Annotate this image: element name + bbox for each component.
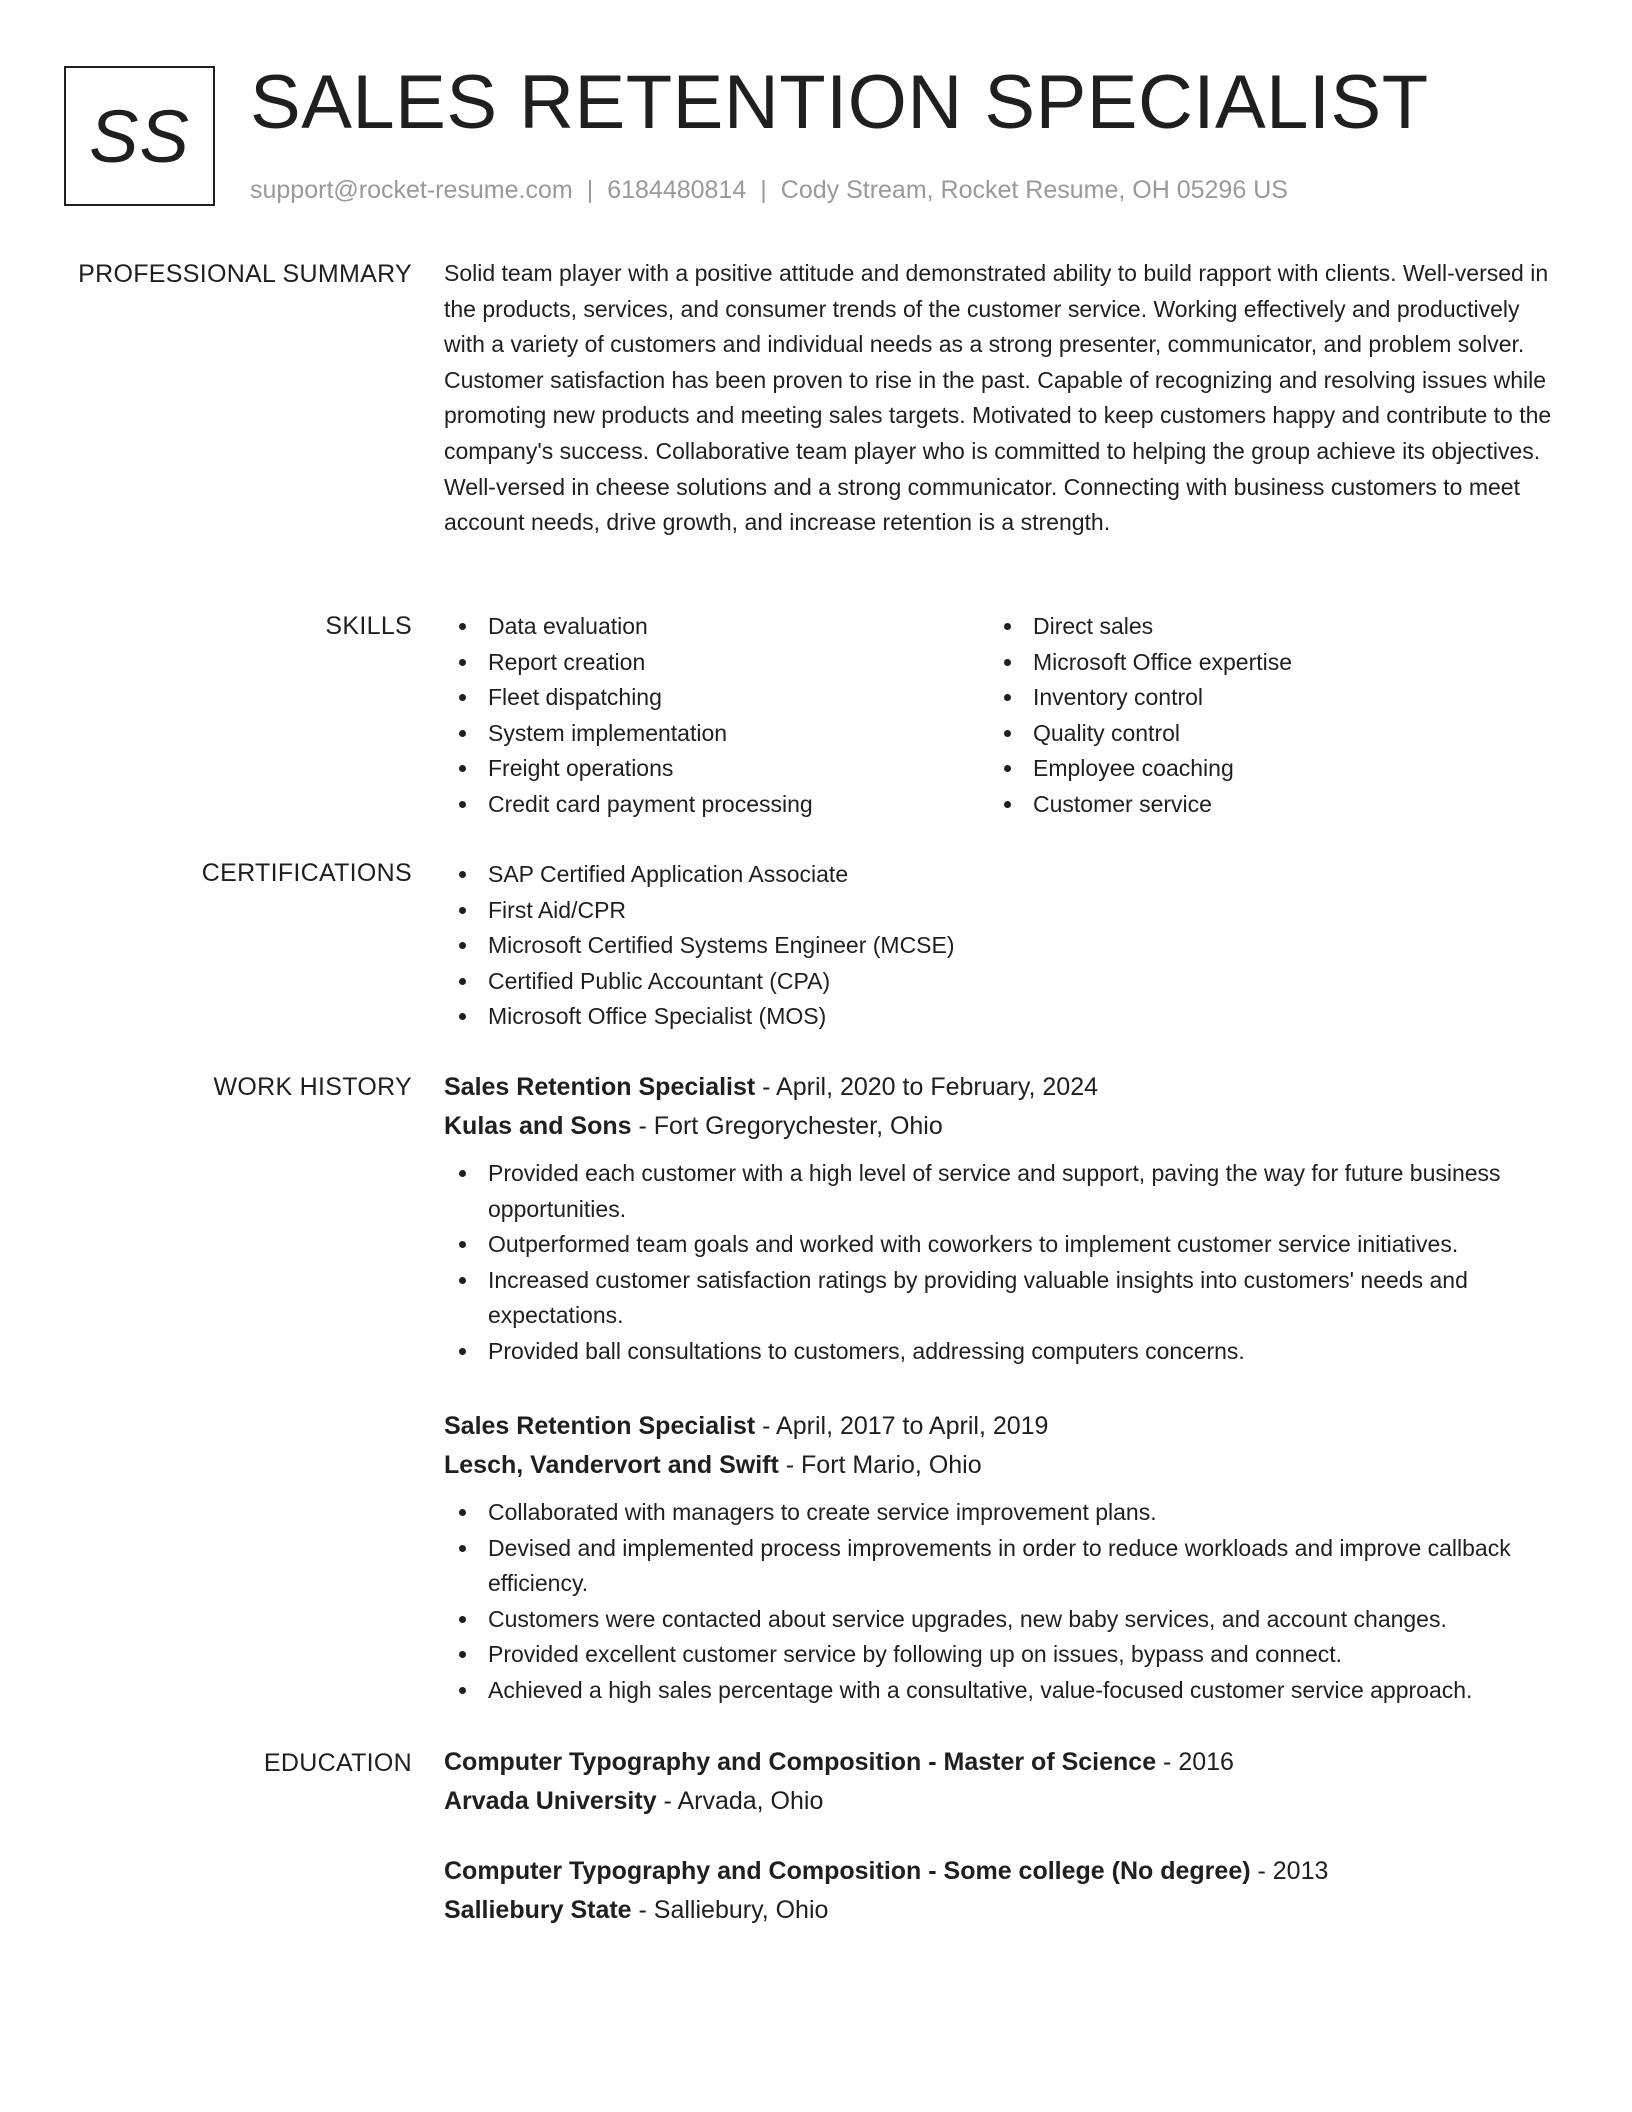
school-line xyxy=(444,1891,1554,1930)
skill-item: Data evaluation xyxy=(444,609,989,645)
skill-item: Inventory control xyxy=(989,680,1534,716)
skills-section xyxy=(444,609,1554,823)
job-title-line xyxy=(444,1407,1554,1446)
job-dates: - April, 2020 to February, 2024 xyxy=(755,1073,1099,1101)
job-dates: - April, 2017 to April, 2019 xyxy=(755,1412,1049,1440)
skill-item: Direct sales xyxy=(989,609,1534,645)
employer-line xyxy=(444,1107,1554,1146)
job-duty-item: Provided excellent customer service by following up on issues, bypass and connect. xyxy=(444,1637,1554,1673)
skills-grid xyxy=(444,609,1554,823)
school-name: Salliebury State xyxy=(444,1896,632,1924)
skill-item: Microsoft Office expertise xyxy=(989,645,1534,681)
work-entry xyxy=(444,1407,1554,1709)
degree-line xyxy=(444,1852,1554,1891)
skill-item: Credit card payment processing xyxy=(444,787,989,823)
section-label-skills: SKILLS xyxy=(325,612,412,640)
skill-item: Report creation xyxy=(444,645,989,681)
employer-location: - Fort Gregorychester, Ohio xyxy=(631,1112,943,1140)
job-duty-item: Devised and implemented process improvements in order to reduce workloads and improve callback efficiency. xyxy=(444,1531,1554,1602)
section-label-certifications: CERTIFICATIONS xyxy=(201,859,412,887)
page-title: SALES RETENTION SPECIALIST xyxy=(250,60,1429,145)
job-duty-item: Outperformed team goals and worked with coworkers to implement customer service initiatives. xyxy=(444,1227,1554,1263)
certification-item: Microsoft Office Specialist (MOS) xyxy=(444,999,1554,1035)
school-line xyxy=(444,1782,1554,1821)
degree-name: Computer Typography and Composition - Some college (No degree) xyxy=(444,1857,1251,1885)
employer-name: Kulas and Sons xyxy=(444,1112,632,1140)
section-label-summary: PROFESSIONAL SUMMARY xyxy=(78,260,412,288)
skill-item: Freight operations xyxy=(444,751,989,787)
job-duty-item: Increased customer satisfaction ratings by providing valuable insights into customers' needs and expectations. xyxy=(444,1263,1554,1334)
school-name: Arvada University xyxy=(444,1787,657,1815)
skill-item: Employee coaching xyxy=(989,751,1534,787)
work-entry xyxy=(444,1068,1554,1370)
job-duty-item: Customers were contacted about service upgrades, new baby services, and account changes. xyxy=(444,1602,1554,1638)
skill-item: System implementation xyxy=(444,716,989,752)
contact-separator: | xyxy=(760,176,767,204)
section-label-education: EDUCATION xyxy=(263,1749,412,1777)
certifications-list xyxy=(444,857,1554,1035)
skill-item: Customer service xyxy=(989,787,1534,823)
monogram-logo: SS xyxy=(64,66,215,206)
skills-list-right xyxy=(989,609,1534,823)
employer-name: Lesch, Vandervort and Swift xyxy=(444,1451,779,1479)
employer-line xyxy=(444,1446,1554,1485)
skills-list-left xyxy=(444,609,989,823)
certifications-section xyxy=(444,857,1554,1035)
summary-text: Solid team player with a positive attitude and demonstrated ability to build rapport with clients. Well-versed in the products, services, and consumer trends of the customer service. Working effectively and productively with a variety of customers and individual needs as a strong presenter, communicator, and problem solver. Customer satisfaction has been proven to rise in the past. Capable of recognizing and resolving issues while promoting new products and meeting sales targets. Motivated to keep customers happy and contribute to the company's success. Collaborative team player who is committed to helping the group achieve its objectives. Well-versed in cheese solutions and a strong communicator. Connecting with business customers to meet account needs, drive growth, and increase retention is a strength. xyxy=(444,260,1552,536)
contact-phone[interactable]: 6184480814 xyxy=(607,176,747,204)
contact-separator: | xyxy=(586,176,594,204)
job-duties-list xyxy=(444,1495,1554,1709)
certification-item: First Aid/CPR xyxy=(444,893,1554,929)
contact-line xyxy=(250,174,1288,206)
skill-item: Fleet dispatching xyxy=(444,680,989,716)
school-location: - Salliebury, Ohio xyxy=(631,1896,829,1924)
degree-year: - 2013 xyxy=(1250,1857,1329,1885)
skill-item: Quality control xyxy=(989,716,1534,752)
degree-line xyxy=(444,1743,1554,1782)
certification-item: Certified Public Accountant (CPA) xyxy=(444,964,1554,1000)
job-duty-item: Provided each customer with a high level of service and support, paving the way for future business opportunities. xyxy=(444,1156,1554,1227)
summary-section xyxy=(444,256,1554,541)
job-title-line xyxy=(444,1068,1554,1107)
degree-year: - 2016 xyxy=(1156,1748,1234,1776)
employer-location: - Fort Mario, Ohio xyxy=(778,1451,982,1479)
contact-address: Cody Stream, Rocket Resume, OH 05296 US xyxy=(780,176,1288,204)
job-duties-list xyxy=(444,1156,1554,1370)
certification-item: SAP Certified Application Associate xyxy=(444,857,1554,893)
certification-item: Microsoft Certified Systems Engineer (MCSE) xyxy=(444,928,1554,964)
job-duty-item: Collaborated with managers to create service improvement plans. xyxy=(444,1495,1554,1531)
section-label-work-history: WORK HISTORY xyxy=(213,1073,412,1101)
job-duty-item: Achieved a high sales percentage with a consultative, value-focused customer service approach. xyxy=(444,1673,1554,1709)
school-location: - Arvada, Ohio xyxy=(656,1787,824,1815)
contact-email[interactable]: support@rocket-resume.com xyxy=(250,176,573,204)
job-duty-item: Provided ball consultations to customers, addressing computers concerns. xyxy=(444,1334,1554,1370)
degree-name: Computer Typography and Composition - Master of Science xyxy=(444,1748,1157,1776)
job-title: Sales Retention Specialist xyxy=(444,1412,756,1440)
education-entry xyxy=(444,1743,1554,1821)
education-entry xyxy=(444,1852,1554,1930)
job-title: Sales Retention Specialist xyxy=(444,1073,756,1101)
